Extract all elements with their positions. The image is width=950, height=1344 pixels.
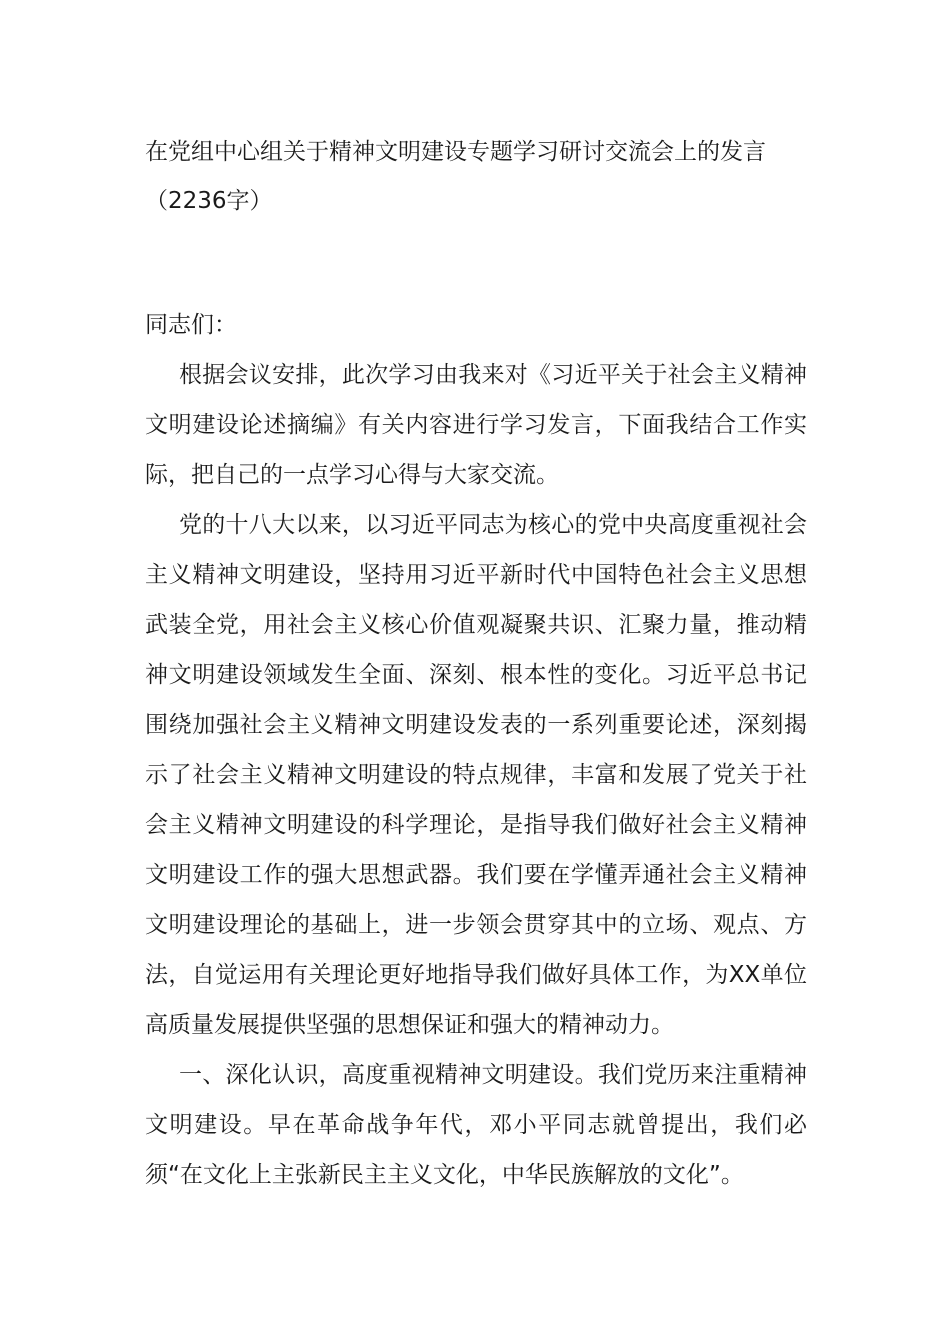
paragraph-intro: 根据会议安排，此次学习由我来对《习近平关于社会主义精神文明建设论述摘编》有关内容进行学习发言，下面我结合工作实际，把自己的一点学习心得与大家交流。 — [145, 362, 807, 488]
document-title — [145, 128, 807, 226]
document-body — [145, 128, 807, 1200]
paragraph-section-one: 一、深化认识，高度重视精神文明建设。我们党历来注重精神文明建设。早在革命战争年代，邓小平同志就曾提出，我们必须“在文化上主张新民主主义文化，中华民族解放的文化”。 — [145, 1062, 807, 1188]
title-text: 在党组中心组关于精神文明建设专题学习研讨交流会上的发言 — [145, 139, 766, 165]
greeting: 同志们： — [145, 312, 237, 338]
paragraph-background: 党的十八大以来，以习近平同志为核心的党中央高度重视社会主义精神文明建设，坚持用习近平新时代中国特色社会主义思想武装全党，用社会主义核心价值观凝聚共识、汇聚力量，推动精神文明建设领域发生全面、深刻、根本性的变化。习近平总书记围绕加强社会主义精神文明建设发表的一系列重要论述，深刻揭示了社会主义精神文明建设的特点规律，丰富和发展了党关于社会主义精神文明建设的科学理论，是指导我们做好社会主义精神文明建设工作的强大思想武器。我们要在学懂弄通社会主义精神文明建设理论的基础上，进一步领会贯穿其中的立场、观点、方法，自觉运用有关理论更好地指导我们做好具体工作，为XX单位高质量发展提供坚强的思想保证和强大的精神动力。 — [145, 512, 807, 1038]
word-count-subtitle: （2236字） — [145, 188, 273, 214]
